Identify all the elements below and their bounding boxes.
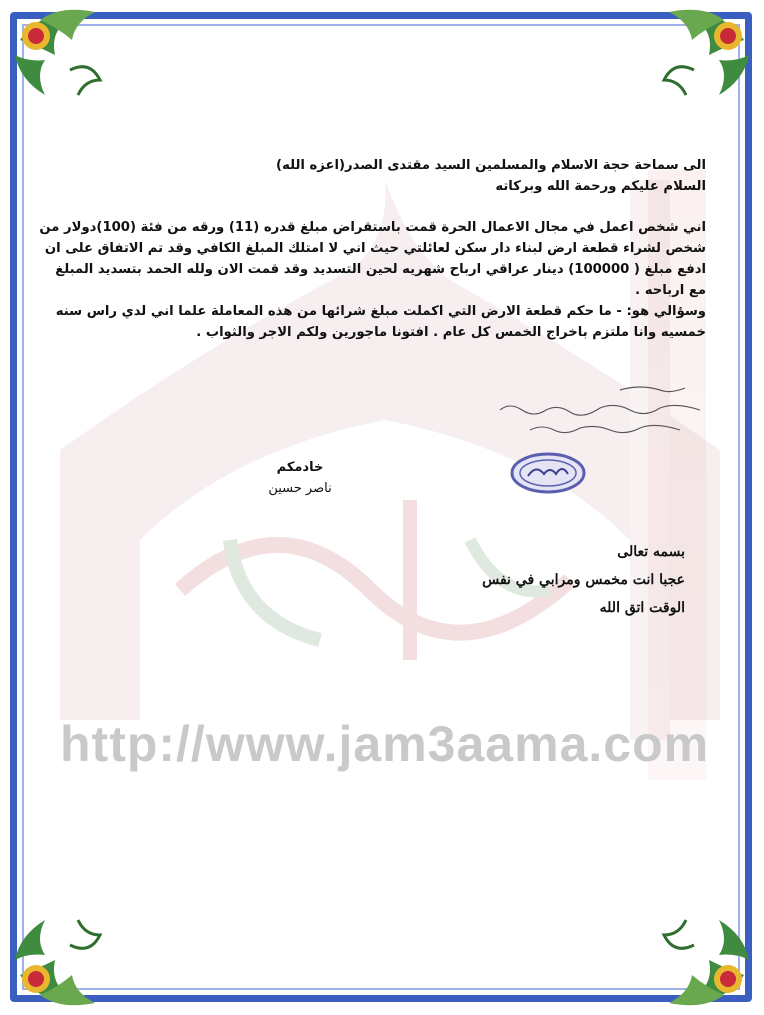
website-watermark: http://www.jam3aama.com [60,716,710,772]
letter-body [34,155,706,343]
reply-line: عجبا انت مخمس ومرابي في نفس [482,572,685,588]
signature-block [240,460,360,496]
reply-line: بسمه تعالى [617,544,685,560]
reply-block [440,538,685,622]
signature-title: خادمكم [276,460,324,475]
letter-question: وسؤالي هو: - ما حكم قطعة الارض التي اكملت مبلغ شرائها من هذه المعاملة علما اني لدي راس سنه [55,304,706,319]
letter-line: ادفع مبلغ ( 100000) دينار عراقي ارباح شهريه لحين التسديد وقد قمت الان ولله الحمد بتسديد المبلغ [55,262,706,277]
letter-line: مع ارباحه . [635,283,706,298]
reply-line: الوقت اتق الله [599,600,685,616]
office-seal-icon [510,452,586,494]
letter-line: اني شخص اعمل في مجال الاعمال الحرة قمت باستقراض مبلغ قدره (11) ورقه من فئة (100)دولار من [39,220,706,235]
letter-line: شخص لشراء قطعة ارض لبناء دار سكن لعائلتي حيث اني لا امتلك المبلغ الكافي وقد تم الاتفاق على ان [44,241,706,256]
corner-ornament-icon [644,895,764,1015]
corner-ornament-icon [0,0,120,120]
letter-address: الى سماحة حجة الاسلام والمسلمين السيد مقتدى الصدر(اعزه الله) [276,158,706,173]
signature-name: ناصر حسين [268,481,332,496]
corner-ornament-icon [644,0,764,120]
handwritten-note-icon [470,380,710,440]
letter-greeting: السلام عليكم ورحمة الله وبركاته [495,179,706,194]
letter-question: خمسيه وانا ملتزم باخراج الخمس كل عام . افتونا ماجورين ولكم الاجر والثواب . [196,325,706,340]
corner-ornament-icon [0,895,120,1015]
